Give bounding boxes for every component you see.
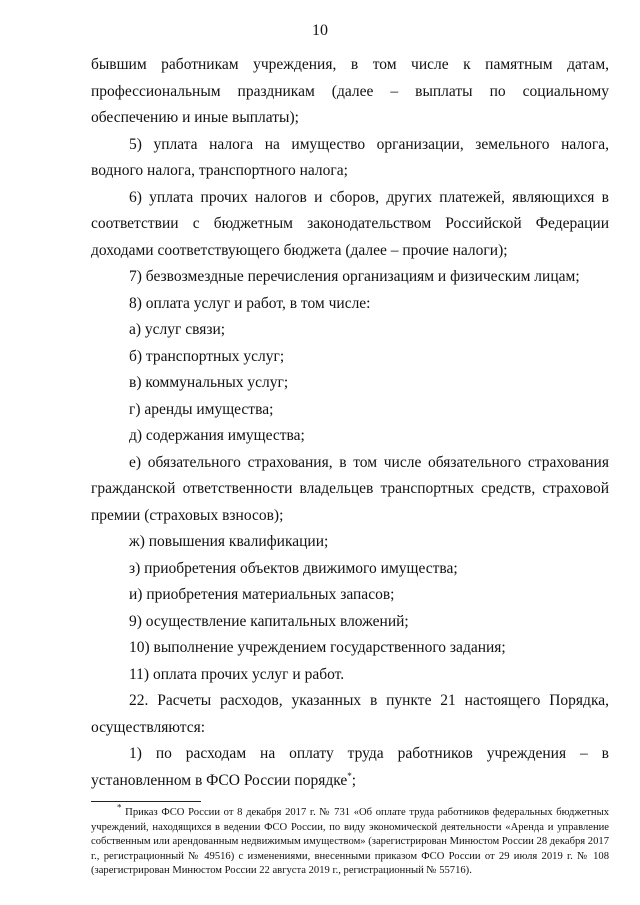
paragraph: бывшим работникам учреждения, в том числе к памятным датам, профессиональным праздникам (далее – выплаты по социальному обеспечению и иные выплаты); bbox=[91, 56, 609, 126]
paragraph: б) транспортных услуг; bbox=[129, 347, 285, 365]
paragraph: з) приобретения объектов движимого имущества; bbox=[129, 559, 458, 577]
paragraph: и) приобретения материальных запасов; bbox=[129, 586, 395, 603]
paragraph: в) коммунальных услуг; bbox=[129, 374, 289, 391]
paragraph: 8) оплата услуг и работ, в том числе: bbox=[129, 294, 371, 312]
paragraph: 6) уплата прочих налогов и сборов, других платежей, являющихся в соответствии с бюджетным законодательством Российской Федерации доходами соответствующего бюджета (далее – прочие налоги); bbox=[91, 188, 609, 259]
paragraph: г) аренды имущества; bbox=[129, 400, 274, 418]
document-body bbox=[91, 52, 609, 794]
footnote-text: Приказ ФСО России от 8 декабря 2017 г. № 731 «Об оплате труда работников федеральных бюджетных учреждений, находящихся в ведении ФСО России, по виду экономической деятельности «Аренда и управление собственным или арендованным недвижимым имуществом» (зарегистрирован Минюстом России 28 декабря 2017 г., регистрационный № 49516) с изменениями, внесенными приказом ФСО России от 29 июля 2019 г. № 108 (зарегистрирован Минюстом России 22 августа 2019 г., регистрационный № 55716). bbox=[91, 807, 609, 877]
paragraph-tail: ; bbox=[351, 771, 357, 789]
paragraph: 11) оплата прочих услуг и работ. bbox=[129, 665, 345, 683]
paragraph-text: 1) по расходам на оплату труда работников учреждения – в установленном в ФСО России порядке bbox=[91, 745, 609, 789]
paragraph: 9) осуществление капитальных вложений; bbox=[129, 612, 409, 630]
paragraph: 5) уплата налога на имущество организации, земельного налога, водного налога, транспортного налога; bbox=[91, 135, 609, 179]
paragraph: ж) повышения квалификации; bbox=[129, 533, 329, 550]
paragraph: 22. Расчеты расходов, указанных в пункте 21 настоящего Порядка, осуществляются: bbox=[91, 692, 609, 736]
paragraph: е) обязательного страхования, в том числе обязательного страхования гражданской ответственности владельцев транспортных средств, страховой премии (страховых взносов); bbox=[91, 453, 609, 524]
footnote-separator bbox=[91, 801, 201, 802]
footnote bbox=[91, 802, 609, 879]
paragraph: 10) выполнение учреждением государственного задания; bbox=[129, 639, 506, 656]
paragraph: 7) безвозмездные перечисления организациям и физическим лицам; bbox=[129, 268, 580, 285]
paragraph: а) услуг связи; bbox=[129, 321, 226, 338]
footnote-reference[interactable]: * bbox=[347, 770, 352, 781]
page-number: 10 bbox=[312, 22, 328, 39]
paragraph-with-footnote-ref bbox=[91, 741, 609, 794]
paragraph: д) содержания имущества; bbox=[129, 427, 305, 444]
footnote-marker: * bbox=[117, 802, 122, 813]
